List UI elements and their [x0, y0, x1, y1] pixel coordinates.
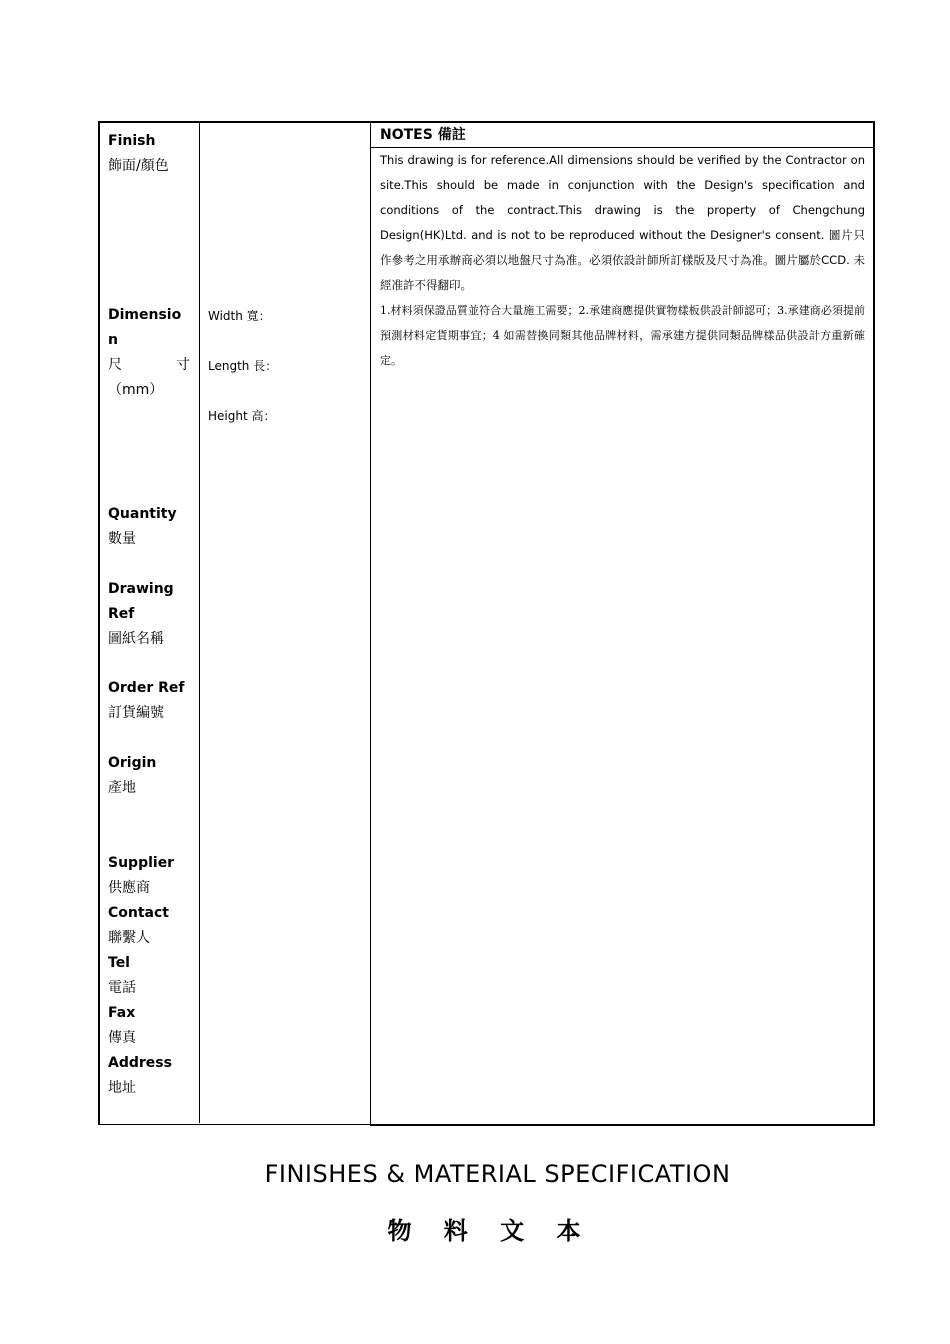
drawing-ref-label-cn: 圖紙名稱: [108, 631, 164, 647]
address-label-en: Address: [108, 1055, 172, 1071]
finish-label: [108, 129, 169, 179]
dimension-label-cn: [108, 353, 190, 378]
dimension-unit: （mm）: [108, 382, 164, 398]
order-ref-label-cn: 訂貨編號: [108, 705, 164, 721]
table-border-right: [873, 121, 875, 1126]
contact-label-cn: 聯繫人: [108, 930, 150, 946]
length-field: Length 長：: [208, 359, 278, 373]
supplier-label-en: Supplier: [108, 855, 175, 871]
drawing-ref-label: [108, 577, 174, 652]
address-label-cn: 地址: [108, 1080, 136, 1096]
notes-disclaimer: This drawing is for reference.All dimensions should be verified by the Contractor on site.This should be made in conjunction with the Design's specification and conditions of the contract.This drawing is the property of Chengchung Design(HK)Ltd. and is not to be reproduced without the Designer's consent. 圖片只作參考之用承辦商必須以地盤尺寸為准。必須依設計師所訂樣版及尺寸為准。圖片屬於CCD. 未經准許不得翻印。: [380, 153, 865, 292]
finish-label-cn: 飾面/顏色: [108, 158, 169, 174]
dimension-label-en-2: n: [108, 332, 118, 348]
height-field: Height 高：: [208, 409, 276, 423]
origin-label: [108, 751, 156, 801]
origin-label-cn: 產地: [108, 780, 136, 796]
supplier-block: [108, 851, 174, 1101]
dimension-label-cn-b: 寸: [176, 357, 190, 373]
table-border-bottom-right: [370, 1124, 875, 1126]
drawing-ref-label-en-1: Drawing: [108, 581, 174, 597]
document-title-en: FINISHES & MATERIAL SPECIFICATION: [264, 1160, 731, 1188]
origin-label-en: Origin: [108, 755, 157, 771]
quantity-label: [108, 502, 177, 552]
fax-label-en: Fax: [108, 1005, 136, 1021]
finish-label-en: Finish: [108, 133, 156, 149]
width-field: Width 寬：: [208, 309, 271, 323]
spec-sheet-table: [98, 121, 875, 1126]
table-border-top: [98, 121, 875, 123]
notes-title: NOTES 備註: [380, 127, 466, 143]
document-title-cn: 物 料 文 本: [387, 1217, 593, 1245]
quantity-label-cn: 數量: [108, 531, 136, 547]
tel-label-cn: 電話: [108, 980, 136, 996]
order-ref-label-en: Order Ref: [108, 680, 185, 696]
dimension-label-cn-a: 尺: [108, 357, 122, 373]
supplier-label-cn: 供應商: [108, 880, 150, 896]
drawing-ref-label-en-2: Ref: [108, 606, 135, 622]
tel-label-en: Tel: [108, 955, 130, 971]
dimension-label: [108, 303, 190, 403]
table-border-left: [98, 121, 100, 1125]
table-divider-labels: [199, 121, 200, 1123]
table-border-bottom-left: [98, 1124, 371, 1125]
quantity-label-en: Quantity: [108, 506, 177, 522]
notes-material-requirements: 1.材料須保證品質並符合大量施工需要；2.承建商應提供實物樣板供設計師認可；3.承建商必須提前預測材料定貨期事宜；4 如需替換同類其他品牌材料，需承建方提供同類品牌樣品供設計方重新確定。: [380, 304, 865, 367]
order-ref-label: [108, 676, 184, 726]
fax-label-cn: 傳真: [108, 1030, 136, 1046]
dimension-label-en-1: Dimensio: [108, 307, 182, 323]
contact-label-en: Contact: [108, 905, 169, 921]
table-divider-notes: [370, 121, 371, 1126]
